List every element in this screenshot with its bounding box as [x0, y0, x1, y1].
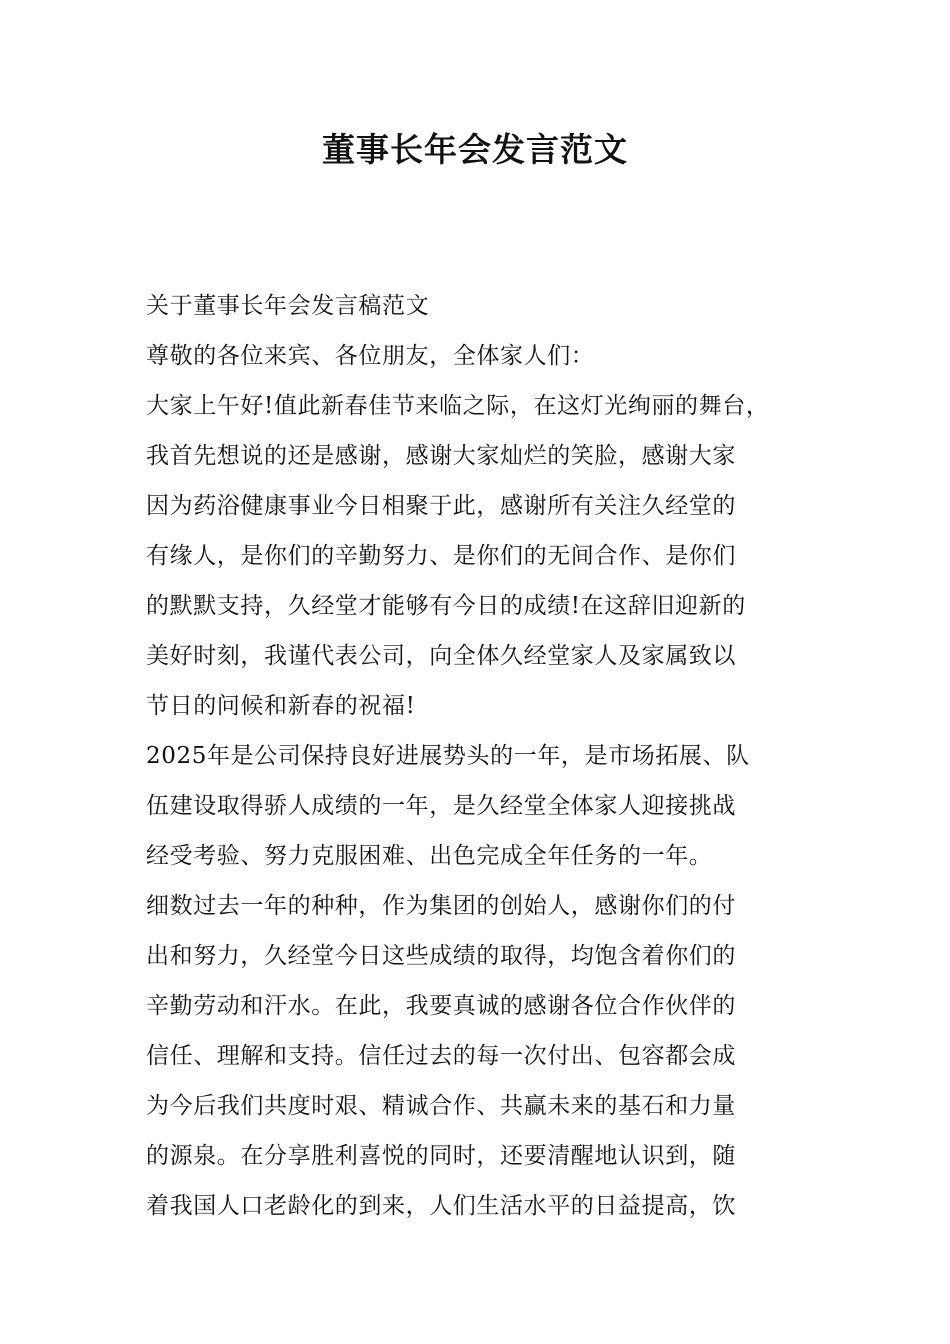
text-line: 大家上午好!值此新春佳节来临之际，在这灯光绚丽的舞台， — [146, 393, 770, 419]
text-line: 美好时刻，我谨代表公司，向全体久经堂家人及家属致以 — [146, 643, 736, 669]
text-line: 细数过去一年的种种，作为集团的创始人，感谢你们的付 — [146, 893, 736, 919]
text-line: 信任、理解和支持。信任过去的每一次付出、包容都会成 — [146, 1043, 736, 1069]
document-body — [146, 281, 826, 1231]
text-line: 伍建设取得骄人成绩的一年，是久经堂全体家人迎接挑战 — [146, 793, 736, 819]
text-line: 为今后我们共度时艰、精诚合作、共赢未来的基石和力量 — [146, 1093, 736, 1119]
text-line: 的默默支持，久经堂才能够有今日的成绩!在这辞旧迎新的 — [146, 593, 746, 619]
text-line: 2025年是公司保持良好进展势头的一年，是市场拓展、队 — [146, 743, 750, 769]
text-line: 关于董事长年会发言稿范文 — [146, 293, 430, 319]
document-title: 董事长年会发言范文 — [322, 130, 628, 169]
text-line: 的源泉。在分享胜利喜悦的同时，还要清醒地认识到，随 — [146, 1143, 736, 1169]
text-line: 有缘人，是你们的辛勤努力、是你们的无间合作、是你们 — [146, 543, 736, 569]
text-line: 着我国人口老龄化的到来，人们生活水平的日益提高，饮 — [146, 1193, 736, 1219]
text-line: 因为药浴健康事业今日相聚于此，感谢所有关注久经堂的 — [146, 493, 736, 519]
text-line: 经受考验、努力克服困难、出色完成全年任务的一年。 — [146, 843, 713, 869]
text-line: 尊敬的各位来宾、各位朋友，全体家人们： — [146, 343, 595, 369]
text-line: 节日的问候和新春的祝福! — [146, 693, 416, 719]
text-line: 我首先想说的还是感谢，感谢大家灿烂的笑脸，感谢大家 — [146, 443, 736, 469]
text-line: 辛勤劳动和汗水。在此，我要真诚的感谢各位合作伙伴的 — [146, 993, 736, 1019]
text-line: 出和努力，久经堂今日这些成绩的取得，均饱含着你们的 — [146, 943, 736, 969]
